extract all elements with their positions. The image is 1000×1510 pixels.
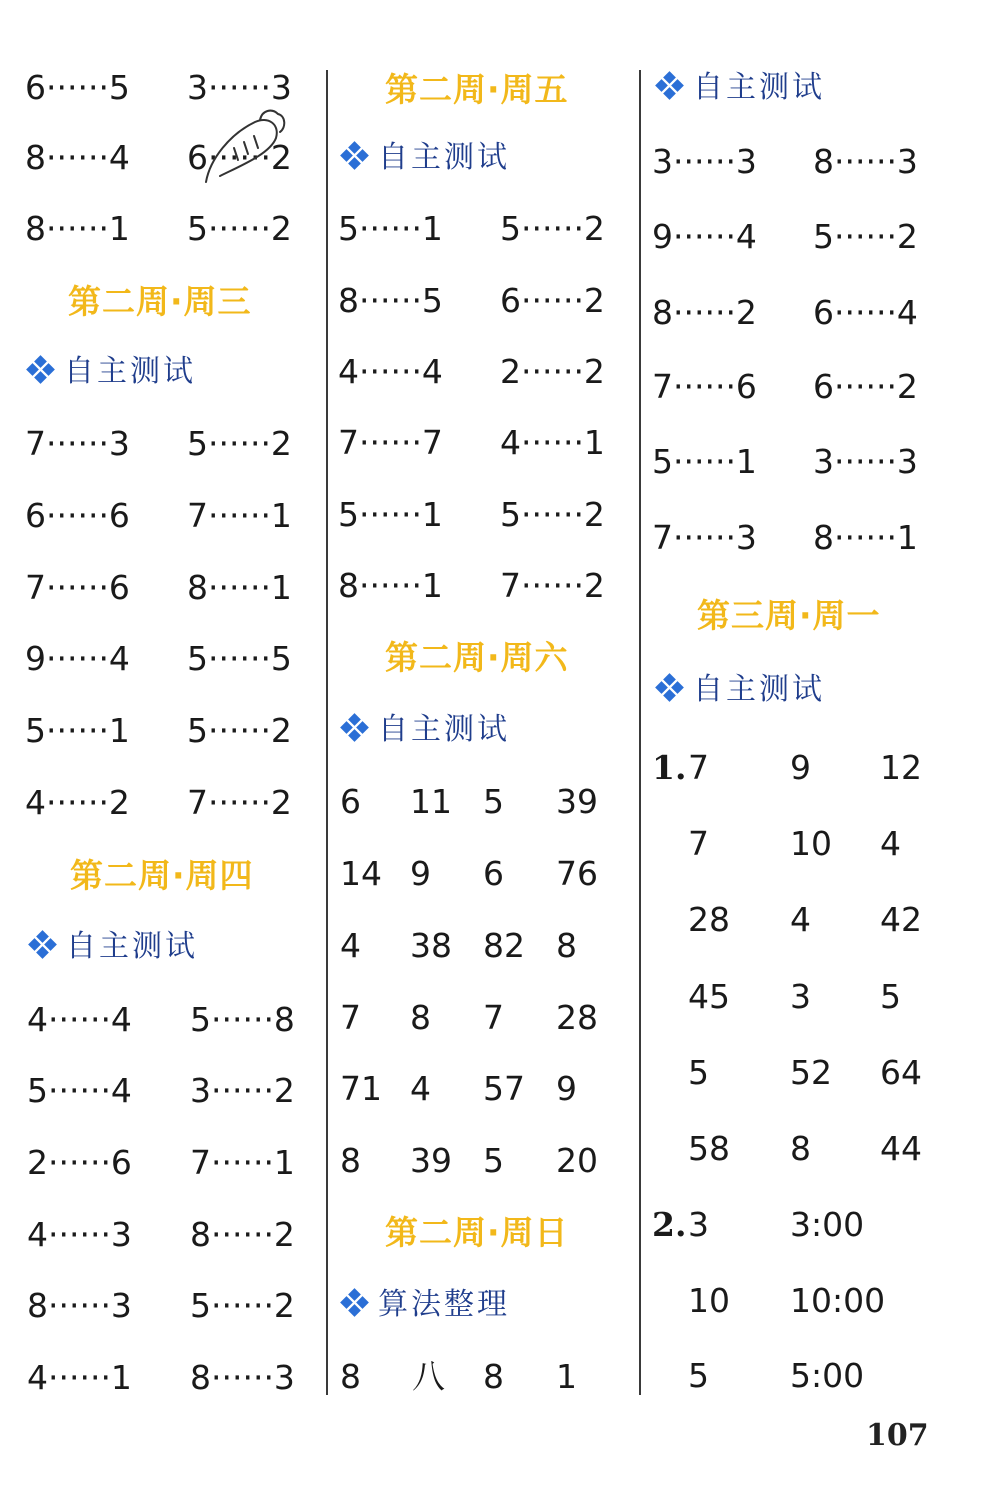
question-number: 2. [652, 1205, 687, 1244]
answer-cell: 4······1 [27, 1358, 132, 1397]
diamond-bullet-icon [28, 357, 54, 383]
answer-cell: 10:00 [790, 1281, 886, 1320]
answer-cell: 45 [688, 977, 730, 1016]
answer-cell: 8······1 [813, 518, 918, 557]
answer-cell: 4······4 [27, 1000, 132, 1039]
sub-heading-label: 自主测试 [378, 140, 510, 175]
answer-cell: 7······1 [187, 496, 292, 535]
answer-cell: 28 [556, 998, 598, 1037]
answer-cell: 4······2 [25, 783, 130, 822]
answer-cell: 5······5 [187, 639, 292, 678]
answer-cell: 8 [556, 926, 577, 965]
answer-cell: 7······3 [652, 518, 757, 557]
question-number: 1. [652, 748, 687, 787]
sub-heading-label: 自主测试 [378, 712, 510, 747]
answer-cell: 8 [340, 1141, 361, 1180]
answer-cell: 2······2 [500, 352, 605, 391]
answer-cell: 6······2 [813, 367, 918, 406]
answer-cell: 8 [483, 1357, 504, 1396]
answer-cell: 6······2 [500, 281, 605, 320]
diamond-bullet-icon [30, 932, 56, 958]
answer-cell: 5:00 [790, 1356, 865, 1395]
answer-cell: 4 [790, 900, 811, 939]
answer-cell: 6······4 [813, 293, 918, 332]
answer-cell: 8 [790, 1129, 811, 1168]
answer-cell: 9 [790, 748, 811, 787]
carrot-sketch-icon [200, 104, 290, 189]
answer-cell: 38 [410, 926, 452, 965]
answer-cell: 52 [790, 1053, 832, 1092]
answer-cell: 12 [880, 748, 922, 787]
column-divider [326, 70, 328, 1395]
answer-cell: 5······2 [187, 424, 292, 463]
answer-cell: 5······1 [338, 495, 443, 534]
sub-heading-label: 自主测试 [66, 929, 198, 964]
answer-cell: 4 [340, 926, 361, 965]
section-heading: 第二周·周五 [385, 70, 569, 109]
answer-cell: 5······2 [500, 495, 605, 534]
column-divider [639, 70, 641, 1395]
answer-cell: 76 [556, 854, 598, 893]
answer-cell: 44 [880, 1129, 922, 1168]
answer-cell: 4······4 [338, 352, 443, 391]
answer-cell: 5······2 [190, 1286, 295, 1325]
answer-cell: 8······3 [190, 1358, 295, 1397]
answer-cell: 5······2 [187, 711, 292, 750]
answer-cell: 7······6 [25, 568, 130, 607]
answer-cell: 10 [790, 824, 832, 863]
answer-cell: 5······2 [187, 209, 292, 248]
answer-cell: 7······6 [652, 367, 757, 406]
answer-cell: 58 [688, 1129, 730, 1168]
answer-cell: 11 [410, 782, 452, 821]
answer-cell: 5······1 [25, 711, 130, 750]
answer-cell: 7 [483, 998, 504, 1037]
answer-cell: 5······1 [338, 209, 443, 248]
answer-cell: 28 [688, 900, 730, 939]
answer-cell: 4 [880, 824, 901, 863]
answer-cell: 4······1 [500, 423, 605, 462]
sub-heading-label: 自主测试 [693, 70, 825, 105]
answer-cell: 4 [410, 1069, 431, 1108]
answer-cell: 9 [556, 1069, 577, 1108]
answer-cell: 6······5 [25, 68, 130, 107]
answer-cell: 5 [880, 977, 901, 1016]
sub-heading [342, 138, 510, 178]
answer-cell: 8······1 [25, 209, 130, 248]
answer-cell: 8······5 [338, 281, 443, 320]
answer-cell: 4······3 [27, 1215, 132, 1254]
section-heading: 第二周·周四 [70, 856, 254, 895]
answer-cell: 3 [688, 1205, 709, 1244]
answer-cell: 5 [688, 1053, 709, 1092]
answer-cell: 3······3 [813, 442, 918, 481]
answer-cell: 8······3 [27, 1286, 132, 1325]
answer-cell: 5 [483, 782, 504, 821]
section-heading: 第二周·周六 [385, 638, 569, 677]
answer-cell: 8 [340, 1357, 361, 1396]
answer-cell: 5······8 [190, 1000, 295, 1039]
answer-cell: 71 [340, 1069, 382, 1108]
answer-cell: 57 [483, 1069, 525, 1108]
sub-heading-label: 自主测试 [693, 672, 825, 707]
answer-cell: 9······4 [25, 639, 130, 678]
answer-cell: 14 [340, 854, 382, 893]
diamond-bullet-icon [342, 143, 368, 169]
answer-cell: 42 [880, 900, 922, 939]
answer-cell: 7 [688, 748, 709, 787]
answer-cell: 64 [880, 1053, 922, 1092]
section-heading: 第二周·周三 [68, 282, 252, 321]
answer-cell: 1 [556, 1357, 577, 1396]
answer-cell: 9······4 [652, 217, 757, 256]
answer-cell: 5 [483, 1141, 504, 1180]
answer-cell: 8······1 [338, 566, 443, 605]
page-number: 107 [866, 1418, 929, 1453]
sub-heading [342, 1285, 510, 1325]
sub-heading [30, 927, 198, 967]
answer-cell: 10 [688, 1281, 730, 1320]
answer-cell: 7······7 [338, 423, 443, 462]
answer-cell: 7 [688, 824, 709, 863]
answer-cell: 7 [340, 998, 361, 1037]
answer-cell: 八 [412, 1357, 445, 1396]
answer-cell: 82 [483, 926, 525, 965]
answer-cell: 2······6 [27, 1143, 132, 1182]
answer-cell: 5······1 [652, 442, 757, 481]
sub-heading-label: 算法整理 [378, 1287, 510, 1322]
answer-cell: 3 [790, 977, 811, 1016]
answer-cell: 3:00 [790, 1205, 865, 1244]
answer-cell: 8······3 [813, 142, 918, 181]
section-heading: 第三周·周一 [697, 596, 881, 635]
answer-cell: 8······2 [652, 293, 757, 332]
answer-cell: 6 [483, 854, 504, 893]
answer-cell: 7······1 [190, 1143, 295, 1182]
answer-cell: 9 [410, 854, 431, 893]
answer-cell: 8······1 [187, 568, 292, 607]
answer-cell: 7······2 [187, 783, 292, 822]
answer-cell: 3······2 [190, 1071, 295, 1110]
answer-cell: 6 [340, 782, 361, 821]
answer-cell: 7······2 [500, 566, 605, 605]
answer-cell: 6······2 [187, 138, 292, 177]
diamond-bullet-icon [342, 715, 368, 741]
section-heading: 第二周·周日 [385, 1213, 569, 1252]
answer-cell: 3······3 [652, 142, 757, 181]
answer-cell: 5······4 [27, 1071, 132, 1110]
answer-cell: 6······6 [25, 496, 130, 535]
diamond-bullet-icon [657, 675, 683, 701]
answer-cell: 39 [556, 782, 598, 821]
answer-cell: 39 [410, 1141, 452, 1180]
sub-heading [657, 68, 825, 108]
answer-cell: 3······3 [187, 68, 292, 107]
answer-cell: 7······3 [25, 424, 130, 463]
answer-cell: 5 [688, 1356, 709, 1395]
answer-cell: 5······2 [813, 217, 918, 256]
answer-cell: 5······2 [500, 209, 605, 248]
diamond-bullet-icon [342, 1290, 368, 1316]
answer-cell: 8······4 [25, 138, 130, 177]
sub-heading [657, 670, 825, 710]
answer-cell: 8 [410, 998, 431, 1037]
answer-cell: 8······2 [190, 1215, 295, 1254]
sub-heading-label: 自主测试 [64, 354, 196, 389]
diamond-bullet-icon [657, 73, 683, 99]
sub-heading [28, 352, 196, 392]
sub-heading [342, 710, 510, 750]
answer-cell: 20 [556, 1141, 598, 1180]
